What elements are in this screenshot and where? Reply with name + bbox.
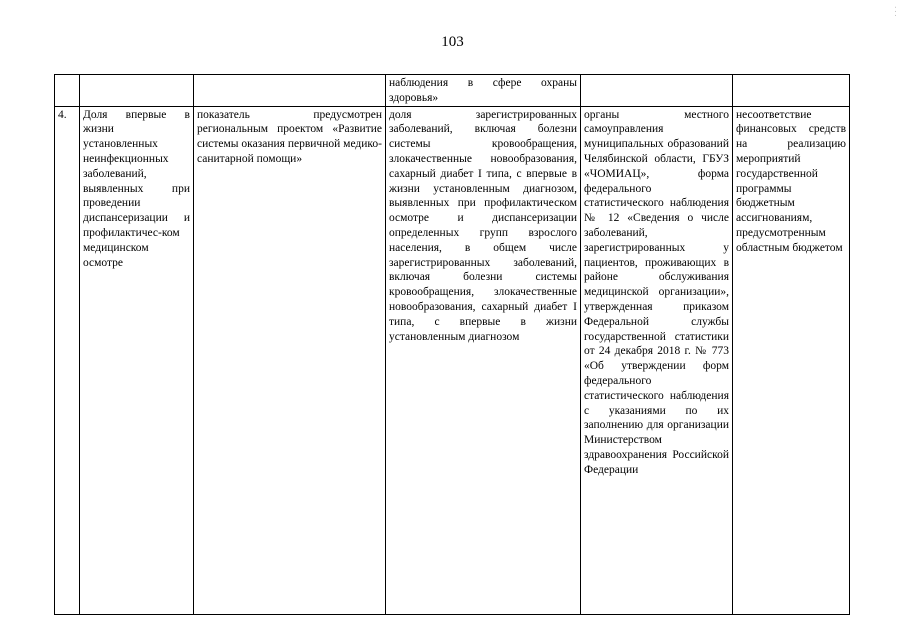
calculation-methodology: доля зарегистрированных заболеваний, включая болезни системы кровообращения, злокачественные новообразования, сахарный диабет I типа, с впервые в жизни установленным диагнозом, выявленных при профилактическом осмотре и диспансеризации определенных групп взрослого населения, в общем числе зарегистрированных заболеваний, включая болезни системы кровообращения, злокачественные новообразования, сахарный диабет I типа, с впервые в жизни установленным диагнозом [386, 106, 581, 614]
cell-indicator [80, 75, 194, 107]
cell-source [581, 75, 733, 107]
cell-number [55, 75, 80, 107]
table-row-continuation [55, 75, 850, 107]
indicator-type: показатель предусмотрен региональным проектом «Развитие системы оказания первичной медико-санитарной помощи» [194, 106, 386, 614]
indicator-name: Доля впервые в жизни установленных неинфекционных заболеваний, выявленных при проведении диспансеризации и профилактичес-ком медицинском осмотре [80, 106, 194, 614]
risks: несоответствие финансовых средств на реализацию мероприятий государственной программы бюджетным ассигнованиям, предусмотренным областным бюджетом [733, 106, 850, 614]
cell-methodology: наблюдения в сфере охраны здоровья» [386, 75, 581, 107]
cell-indicator-type [194, 75, 386, 107]
data-source: органы местного самоуправления муниципальных образований Челябинской области, ГБУЗ «ЧОМИАЦ», форма федерального статистического наблюдения № 12 «Сведения о числе заболеваний, зарегистрированных у пациентов, проживающих в районе обслуживания медицинской организации», утвержденная приказом Федеральной службы государственной статистики от 24 декабря 2018 г. № 773 «Об утверждении форм федерального статистического наблюдения с указаниями по их заполнению для организации Министерством здравоохранения Российской Федерации [581, 106, 733, 614]
indicator-table [54, 74, 850, 615]
page-number: 103 [441, 34, 464, 50]
cell-risks [733, 75, 850, 107]
scan-artifact: · · · [891, 6, 899, 17]
table-row-4 [55, 106, 850, 614]
row-number: 4. [55, 106, 80, 614]
